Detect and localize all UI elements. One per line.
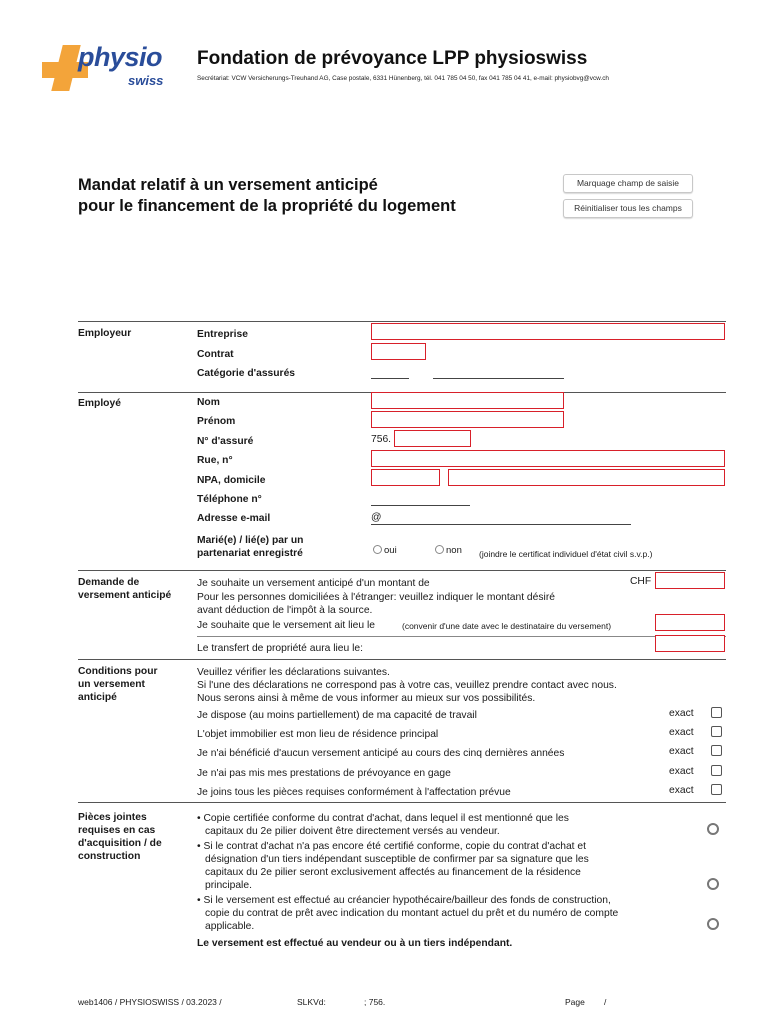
section-conditions-1: Conditions pour xyxy=(78,666,158,677)
transfer-text: Le transfert de propriété aura lieu le: xyxy=(197,643,363,654)
date-text: Je souhaite que le versement ait lieu le xyxy=(197,620,376,631)
exact-label: exact xyxy=(669,746,694,757)
phone-field[interactable] xyxy=(371,505,470,506)
email-field[interactable] xyxy=(371,524,631,525)
certificate-note: (joindre le certificat individuel d'état civil s.v.p.) xyxy=(479,549,653,559)
amount-field[interactable] xyxy=(655,572,725,589)
section-attachments-2: requises en cas xyxy=(78,825,156,836)
section-request-1: Demande de xyxy=(78,577,140,588)
divider-request xyxy=(78,570,726,571)
label-oui: oui xyxy=(384,545,397,556)
exact-label: exact xyxy=(669,727,694,738)
company-field[interactable] xyxy=(371,323,725,340)
divider-attachments xyxy=(78,802,726,803)
divider-transfer xyxy=(197,636,726,637)
footer-slash: / xyxy=(604,997,607,1007)
attachment-3-line1: • Si le versement est effectué au créancier hypothécaire/bailleur des fonds de construction, xyxy=(197,895,611,906)
label-firstname: Prénom xyxy=(197,416,236,427)
attachment-2-line2: désignation d'un tiers indépendant susceptible de confirmer par sa signature que les xyxy=(205,854,589,865)
divider-employer xyxy=(78,321,726,322)
attachment-radio-1[interactable] xyxy=(707,823,719,835)
abroad-note-1: Pour les personnes domiciliées à l'étranger: veuillez indiquer le montant désiré xyxy=(197,592,555,603)
secretariat-info: Secrétariat: VCW Versicherungs-Treuhand AG, Case postale, 6331 Hünenberg, tél. 041 785 04 50, fax 041 785 04 41, e-mail: physiobvg@vcw.ch xyxy=(197,75,609,82)
footer-page: Page xyxy=(565,997,585,1007)
category-field-2[interactable] xyxy=(433,378,564,379)
attachment-1-line1: • Copie certifiée conforme du contrat d'achat, dans lequel il est mentionné que les xyxy=(197,813,569,824)
label-married-1: Marié(e) / lié(e) par un xyxy=(197,535,304,546)
condition-checkbox-4[interactable] xyxy=(711,765,722,776)
attachment-1-line2: capitaux du 2e pilier doivent être directement versés au vendeur. xyxy=(205,826,500,837)
payment-date-field[interactable] xyxy=(655,614,725,631)
section-attachments-4: construction xyxy=(78,851,141,862)
name-field[interactable] xyxy=(371,392,564,409)
section-attachments-3: d'acquisition / de xyxy=(78,838,162,849)
insured-no-field[interactable] xyxy=(394,430,471,447)
condition-checkbox-1[interactable] xyxy=(711,707,722,718)
section-request-2: versement anticipé xyxy=(78,590,172,601)
transfer-date-field[interactable] xyxy=(655,635,725,652)
section-conditions-2: un versement xyxy=(78,679,145,690)
section-attachments-1: Pièces jointes xyxy=(78,812,147,823)
logo-word-physio: physio xyxy=(78,42,163,72)
abroad-note-2: avant déduction de l'impôt à la source. xyxy=(197,605,373,616)
label-name: Nom xyxy=(197,397,220,408)
attachment-2-line3: capitaux du 2e pilier seront exclusivement affectés au financement de la résidence xyxy=(205,867,581,878)
conditions-intro-1: Veuillez vérifier les déclarations suivantes. xyxy=(197,667,390,678)
attachment-3-line2: copie du contrat de prêt avec indication du montant actuel du prêt et du numéro de compte xyxy=(205,908,619,919)
final-statement: Le versement est effectué au vendeur ou à un tiers indépendant. xyxy=(197,938,513,949)
npa-field[interactable] xyxy=(371,469,440,486)
section-employee: Employé xyxy=(78,398,121,409)
attachment-radio-2[interactable] xyxy=(707,878,719,890)
radio-oui[interactable] xyxy=(373,545,382,554)
label-company: Entreprise xyxy=(197,329,248,340)
exact-label: exact xyxy=(669,785,694,796)
label-non: non xyxy=(446,545,462,556)
attachment-2-line4: principale. xyxy=(205,880,252,891)
label-phone: Téléphone n° xyxy=(197,494,262,505)
condition-item: Je n'ai pas mis mes prestations de prévoyance en gage xyxy=(197,768,451,779)
firstname-field[interactable] xyxy=(371,411,564,428)
logo-word-swiss: swiss xyxy=(128,73,164,88)
section-employer: Employeur xyxy=(78,328,132,339)
label-email: Adresse e-mail xyxy=(197,513,271,524)
divider-conditions xyxy=(78,659,726,660)
condition-checkbox-2[interactable] xyxy=(711,726,722,737)
conditions-intro-2: Si l'une des déclarations ne correspond pas à votre cas, veuillez prendre contact avec nous. xyxy=(197,680,617,691)
label-category: Catégorie d'assurés xyxy=(197,368,296,379)
contract-field[interactable] xyxy=(371,343,426,360)
mark-fields-button[interactable]: Marquage champ de saisie xyxy=(563,174,693,193)
reset-fields-button[interactable]: Réinitialiser tous les champs xyxy=(563,199,693,218)
amount-text: Je souhaite un versement anticipé d'un montant de xyxy=(197,578,430,589)
category-field-1[interactable] xyxy=(371,378,409,379)
footer-slkvd: SLKVd: xyxy=(297,997,326,1007)
currency-label: CHF xyxy=(630,576,652,587)
attachment-2-line1: • Si le contrat d'achat n'a pas encore été certifié conforme, copie du contrat d'achat et xyxy=(197,841,586,852)
exact-label: exact xyxy=(669,766,694,777)
condition-item: L'objet immobilier est mon lieu de résidence principal xyxy=(197,729,439,740)
page-title: Fondation de prévoyance LPP physioswiss xyxy=(197,48,588,69)
condition-item: Je n'ai bénéficié d'aucun versement anticipé au cours des cinq dernières années xyxy=(197,748,565,759)
footer-num: ; 756. xyxy=(364,997,386,1007)
label-street: Rue, n° xyxy=(197,455,233,466)
insured-no-prefix: 756. xyxy=(371,434,392,445)
condition-checkbox-5[interactable] xyxy=(711,784,722,795)
attachment-3-line3: applicable. xyxy=(205,921,255,932)
exact-label: exact xyxy=(669,708,694,719)
label-married-2: partenariat enregistré xyxy=(197,548,303,559)
email-prefix: @ xyxy=(371,512,382,523)
section-conditions-3: anticipé xyxy=(78,692,117,703)
radio-non[interactable] xyxy=(435,545,444,554)
footer-ref: web1406 / PHYSIOSWISS / 03.2023 / xyxy=(78,997,222,1007)
doc-title-line1: Mandat relatif à un versement anticipé xyxy=(78,176,378,194)
conditions-intro-3: Nous serons ainsi à même de vous informer au mieux sur vos possibilités. xyxy=(197,693,536,704)
condition-checkbox-3[interactable] xyxy=(711,745,722,756)
street-field[interactable] xyxy=(371,450,725,467)
doc-title-line2: pour le financement de la propriété du logement xyxy=(78,197,456,215)
date-note: (convenir d'une date avec le destinataire du versement) xyxy=(402,621,612,631)
label-insured-no: N° d'assuré xyxy=(197,436,254,447)
label-npa: NPA, domicile xyxy=(197,475,266,486)
attachment-radio-3[interactable] xyxy=(707,918,719,930)
condition-item: Je joins tous les pièces requises conformément à l'affectation prévue xyxy=(197,787,511,798)
label-contract: Contrat xyxy=(197,349,234,360)
condition-item: Je dispose (au moins partiellement) de ma capacité de travail xyxy=(197,710,477,721)
domicile-field[interactable] xyxy=(448,469,725,486)
